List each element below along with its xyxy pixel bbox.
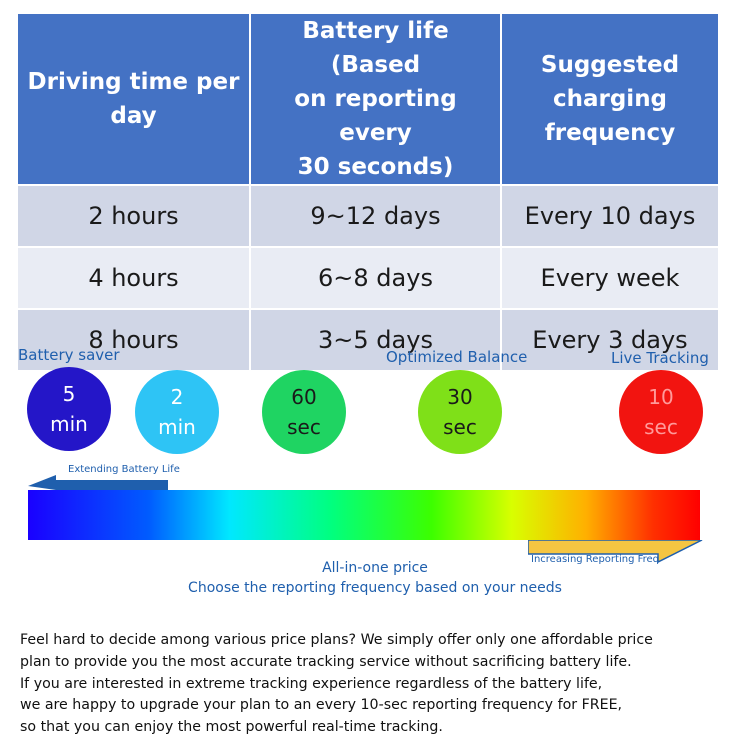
table-header-row	[18, 14, 718, 185]
frequency-circle-5-min	[27, 367, 111, 451]
cell-driving-time: 2 hours	[18, 185, 250, 247]
frequency-circle-30-sec	[418, 370, 502, 454]
cell-charging-frequency: Every 3 days	[501, 309, 718, 371]
table-row	[18, 185, 718, 247]
circle-value: 30	[447, 385, 473, 409]
paragraph-line: so that you can enjoy the most powerful real-time tracking.	[20, 719, 443, 736]
cell-charging-frequency: Every 10 days	[501, 185, 718, 247]
cell-charging-frequency: Every week	[501, 247, 718, 309]
header-line: frequency	[544, 120, 676, 146]
frequency-circle-10-sec	[619, 370, 703, 454]
circle-unit: sec	[287, 415, 321, 439]
extending-battery-life-label: Extending Battery Life	[68, 464, 180, 475]
paragraph-line: Feel hard to decide among various price plans? We simply offer only one affordable price	[20, 632, 653, 648]
circle-value: 2	[170, 385, 184, 409]
header-driving-time	[18, 14, 250, 185]
paragraph-line: If you are interested in extreme tracking experience regardless of the battery life,	[20, 675, 603, 692]
circle-value: 5	[62, 382, 76, 406]
frequency-spectrum-bar	[28, 490, 700, 540]
choose-frequency-text: Choose the reporting frequency based on your needs	[188, 580, 562, 596]
description-paragraph	[20, 630, 732, 739]
cell-battery-life: 6~8 days	[250, 247, 501, 309]
arrow-left-body	[56, 481, 166, 490]
circle-unit: sec	[443, 415, 477, 439]
all-in-one-price-text: All-in-one price	[322, 560, 428, 576]
circle-value: 60	[291, 385, 317, 409]
circle-unit: min	[158, 415, 196, 439]
frequency-circle-2-min	[135, 370, 219, 454]
header-line: day	[110, 103, 157, 129]
circle-unit: min	[50, 412, 88, 436]
cell-driving-time: 8 hours	[18, 309, 250, 371]
frequency-circle-60-sec	[262, 370, 346, 454]
table-row	[18, 247, 718, 309]
cell-driving-time: 4 hours	[18, 247, 250, 309]
header-line: Battery life (Based	[302, 18, 449, 78]
circle-value: 10	[648, 385, 674, 409]
paragraph-line: plan to provide you the most accurate tracking service without sacrificing battery life.	[20, 653, 632, 670]
header-line: charging	[552, 86, 668, 112]
battery-saver-label: Battery saver	[18, 346, 120, 364]
battery-life-table	[18, 14, 718, 372]
header-charging-frequency	[501, 14, 718, 185]
header-line: Suggested	[540, 52, 680, 78]
cell-battery-life: 3~5 days	[250, 309, 501, 371]
paragraph-line: we are happy to upgrade your plan to an every 10-sec reporting frequency for FREE,	[20, 697, 623, 714]
cell-battery-life: 9~12 days	[250, 185, 501, 247]
header-line: on reporting every	[294, 86, 457, 146]
header-line: Driving time per	[27, 69, 240, 95]
live-tracking-label: Live Tracking	[611, 349, 709, 367]
increasing-reporting-freq-label: Increasing Reporting Freq	[531, 554, 660, 565]
header-line: 30 seconds)	[297, 154, 454, 180]
optimized-balance-label: Optimized Balance	[386, 348, 528, 366]
header-battery-life	[250, 14, 501, 185]
circle-unit: sec	[644, 415, 678, 439]
